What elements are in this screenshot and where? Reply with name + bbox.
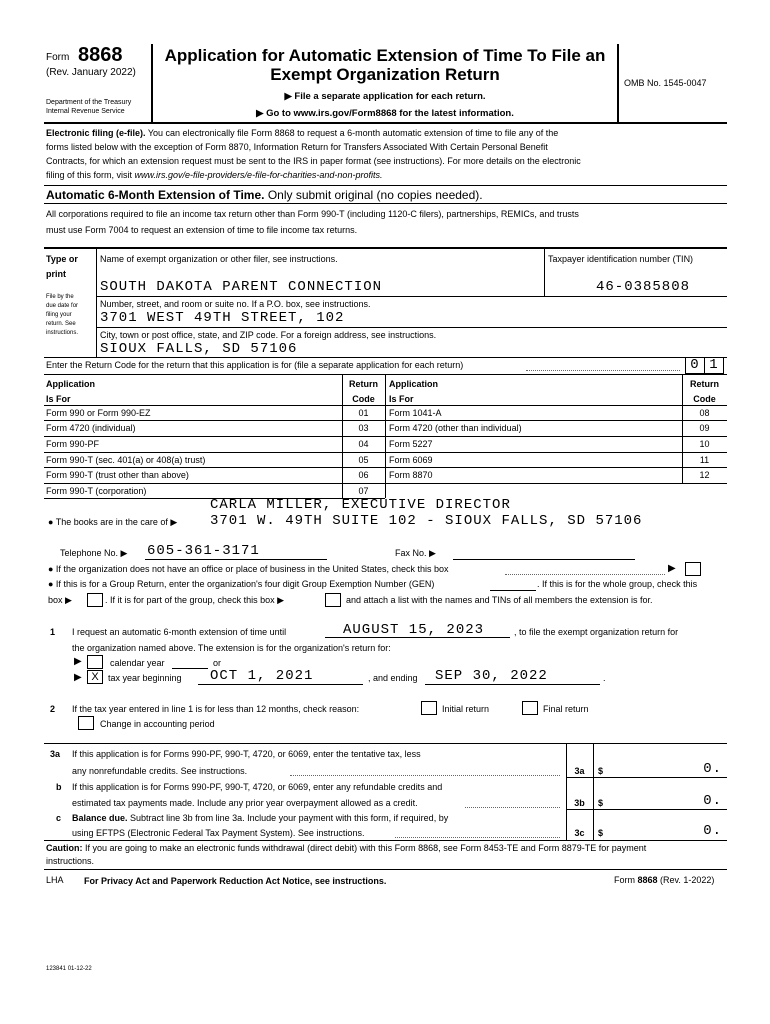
- code-row-form: Form 1041-A: [389, 408, 442, 418]
- type-or-print-1: Type or: [46, 254, 78, 264]
- calendar-year-label: calendar year: [110, 658, 165, 668]
- final-return-checkbox[interactable]: [522, 701, 538, 715]
- col-app-header-1: Application: [46, 379, 95, 389]
- efile-label: Electronic filing (e-file).: [46, 128, 146, 138]
- auto-ext-text1: All corporations required to file an income tax return other than Form 990-T (including 1120-C filers), partnerships, REMICs, and trusts: [46, 209, 579, 219]
- code-row-form: Form 990-PF: [46, 439, 100, 449]
- return-code-label: Enter the Return Code for the return that this application is for (file a separate application for each return): [46, 360, 464, 370]
- code-row-code: 01: [358, 408, 369, 418]
- efile-text2: forms listed below with the exception of Form 8870, Information Return for Transfers Associated With Certain Personal Benefit: [46, 142, 548, 152]
- tax-year-begin-input[interactable]: OCT 1, 2021: [210, 668, 314, 684]
- tax-year-label: tax year beginning: [108, 673, 182, 683]
- file-by-3: filing your: [46, 312, 72, 318]
- line1-number: 1: [50, 627, 56, 637]
- no-office-text: ● If the organization does not have an office or place of business in the United States, check this box: [48, 564, 449, 574]
- auto-ext-heading: Automatic 6-Month Extension of Time.: [46, 188, 265, 202]
- code-row-code: 07: [358, 486, 369, 496]
- group-whole-checkbox[interactable]: [87, 593, 103, 607]
- line2-text: If the tax year entered in line 1 is for less than 12 months, check reason:: [72, 704, 360, 714]
- col-app-header-right-1: Application: [389, 379, 438, 389]
- line3b-number: b: [56, 782, 62, 792]
- street-input[interactable]: 3701 WEST 49TH STREET, 102: [100, 310, 345, 326]
- footer-form-label: Form: [614, 875, 638, 885]
- line3a-amount[interactable]: 0.: [703, 761, 722, 777]
- efile-text1: You can electronically file Form 8868 to request a 6-month automatic extension of time to file any of the: [147, 128, 559, 138]
- care-of-name[interactable]: CARLA MILLER, EXECUTIVE DIRECTOR: [210, 497, 511, 513]
- omb-number: OMB No. 1545-0047: [624, 78, 707, 88]
- org-name-label: Name of exempt organization or other filer, see instructions.: [100, 254, 338, 264]
- arrow-right-icon: ▶: [74, 672, 82, 683]
- auto-ext-heading-rest: Only submit original (no copies needed).: [267, 188, 483, 202]
- city-input[interactable]: SIOUX FALLS, SD 57106: [100, 341, 298, 357]
- auto-ext-text2: must use Form 7004 to request an extension of time to file income tax returns.: [46, 225, 358, 235]
- col-app-header-right-2: Is For: [389, 394, 414, 404]
- return-code-digit2[interactable]: 1: [704, 357, 724, 374]
- ending-label: , and ending: [368, 673, 418, 683]
- line3c-amount[interactable]: 0.: [703, 823, 722, 839]
- code-row-form: Form 990 or Form 990-EZ: [46, 408, 151, 418]
- final-return-label: Final return: [543, 704, 589, 714]
- efile-text4: filing of this form, visit: [46, 170, 135, 180]
- code-row-code: 08: [699, 408, 710, 418]
- efile-link[interactable]: www.irs.gov/e-file-providers/e-file-for-charities-and-non-profits.: [134, 170, 383, 180]
- form-title-line2: Exempt Organization Return: [270, 65, 500, 84]
- tax-year-end-input[interactable]: SEP 30, 2022: [435, 668, 548, 684]
- line3a-number: 3a: [50, 749, 61, 759]
- footer-form-rev: (Rev. 1-2022): [657, 875, 715, 885]
- line3b-text2: estimated tax payments made. Include any prior year overpayment allowed as a credit.: [72, 798, 418, 808]
- file-by-5: instructions.: [46, 330, 79, 336]
- file-by-1: File by the: [46, 294, 74, 300]
- code-row-form: Form 4720 (other than individual): [389, 423, 522, 433]
- privacy-notice: For Privacy Act and Paperwork Reduction Act Notice, see instructions.: [84, 876, 387, 886]
- telephone-input[interactable]: 605-361-3171: [147, 543, 260, 559]
- form-title-line1: Application for Automatic Extension of Time To File an: [164, 46, 606, 65]
- line3c-dollar: $: [598, 828, 604, 838]
- line3c-box-label: 3c: [574, 828, 585, 838]
- calendar-year-checkbox[interactable]: [87, 655, 103, 669]
- tax-year-checkbox[interactable]: X: [87, 670, 103, 684]
- instruction-website: ▶ Go to www.irs.gov/Form8868 for the latest information.: [256, 108, 514, 119]
- file-by-4: return. See: [46, 321, 76, 327]
- arrow-right-icon: ▶: [668, 563, 676, 574]
- form-code: 123841 01-12-22: [46, 966, 92, 972]
- telephone-label: Telephone No. ▶: [60, 548, 128, 558]
- code-row-form: Form 990-T (corporation): [46, 486, 147, 496]
- code-row-code: 12: [699, 470, 710, 480]
- line1-text2: , to file the exempt organization return for: [514, 627, 679, 637]
- dept-line1: Department of the Treasury: [46, 99, 132, 106]
- group-gen-text: ● If this is for a Group Return, enter the organization's four digit Group Exemption Number (GEN): [48, 579, 435, 589]
- group-part-text: . If it is for part of the group, check this box ▶: [105, 595, 285, 605]
- line3b-text1: If this application is for Forms 990-PF, 990-T, 4720, or 6069, enter any refundable credits and: [72, 782, 443, 792]
- city-label: City, town or post office, state, and ZIP code. For a foreign address, see instructions.: [100, 330, 437, 340]
- tin-input[interactable]: 46-0385808: [596, 279, 691, 295]
- line3a-text2: any nonrefundable credits. See instructions.: [72, 766, 248, 776]
- form-label: Form: [46, 52, 70, 63]
- form-number: 8868: [78, 44, 123, 66]
- no-office-checkbox[interactable]: [685, 562, 701, 576]
- line3b-amount[interactable]: 0.: [703, 793, 722, 809]
- line3a-text1: If this application is for Forms 990-PF, 990-T, 4720, or 6069, enter the tentative tax, less: [72, 749, 421, 759]
- line3b-dollar: $: [598, 798, 604, 808]
- accounting-change-checkbox[interactable]: [78, 716, 94, 730]
- col-code-header-right-2: Code: [693, 394, 716, 404]
- org-name-input[interactable]: SOUTH DAKOTA PARENT CONNECTION: [100, 279, 383, 295]
- accounting-change-label: Change in accounting period: [100, 719, 215, 729]
- code-row-form: Form 8870: [389, 470, 433, 480]
- street-label: Number, street, and room or suite no. If a P.O. box, see instructions.: [100, 299, 371, 309]
- line3b-box-label: 3b: [574, 798, 585, 808]
- code-row-form: Form 5227: [389, 439, 433, 449]
- code-row-form: Form 6069: [389, 455, 433, 465]
- line2-number: 2: [50, 704, 56, 714]
- col-code-header-right-1: Return: [690, 379, 719, 389]
- code-row-code: 05: [358, 455, 369, 465]
- group-whole-text: . If this is for the whole group, check this: [537, 579, 698, 589]
- code-row-form: Form 990-T (sec. 401(a) or 408(a) trust): [46, 455, 206, 465]
- group-box-label: box ▶: [48, 595, 72, 605]
- code-row-form: Form 990-T (trust other than above): [46, 470, 189, 480]
- extension-until-input[interactable]: AUGUST 15, 2023: [343, 622, 485, 638]
- or-label: or: [213, 658, 222, 668]
- caution-label: Caution:: [46, 843, 83, 853]
- fax-label: Fax No. ▶: [395, 548, 436, 558]
- code-row-code: 09: [699, 423, 710, 433]
- return-code-digit1[interactable]: 0: [685, 357, 705, 374]
- col-code-header-1: Return: [349, 379, 378, 389]
- col-code-header-2: Code: [352, 394, 375, 404]
- code-row-code: 10: [699, 439, 710, 449]
- arrow-right-icon: ▶: [74, 656, 82, 667]
- line1-period: .: [603, 673, 606, 683]
- revision-date: (Rev. January 2022): [46, 67, 136, 78]
- caution-text1: If you are going to make an electronic funds withdrawal (direct debit) with this Form 8868, see Form 8453-TE and Form 8879-TE for payment: [85, 843, 647, 853]
- line3c-text2: using EFTPS (Electronic Federal Tax Payment System). See instructions.: [72, 828, 365, 838]
- instruction-separate: ▶ File a separate application for each return.: [284, 91, 486, 102]
- line3a-box-label: 3a: [574, 766, 585, 776]
- lha-label: LHA: [46, 875, 64, 885]
- col-app-header-2: Is For: [46, 394, 71, 404]
- tin-label: Taxpayer identification number (TIN): [548, 254, 694, 264]
- line3c-number: c: [56, 813, 62, 823]
- efile-text3: Contracts, for which an extension request must be sent to the IRS in paper format (see instructions). For more details on the electronic: [46, 156, 581, 166]
- code-row-code: 03: [358, 423, 369, 433]
- group-attach-text: and attach a list with the names and TINs of all members the extension is for.: [346, 595, 653, 605]
- group-part-checkbox[interactable]: [325, 593, 341, 607]
- type-or-print-2: print: [46, 269, 66, 279]
- care-of-address[interactable]: 3701 W. 49TH SUITE 102 - SIOUX FALLS, SD 57106: [210, 513, 643, 529]
- care-of-label: ● The books are in the care of ▶: [48, 517, 178, 527]
- line3a-dollar: $: [598, 766, 604, 776]
- code-row-code: 04: [358, 439, 369, 449]
- file-by-2: due date for: [46, 303, 79, 309]
- footer-form-number: 8868: [637, 875, 658, 885]
- initial-return-label: Initial return: [442, 704, 490, 714]
- caution-text2: instructions.: [46, 856, 95, 866]
- code-row-code: 11: [699, 455, 710, 465]
- dept-line2: Internal Revenue Service: [46, 108, 125, 115]
- line3c-label: Balance due.: [72, 813, 128, 823]
- code-row-code: 06: [358, 470, 369, 480]
- line3c-text1: Subtract line 3b from line 3a. Include your payment with this form, if required, by: [130, 813, 449, 823]
- line1-text3: the organization named above. The extension is for the organization's return for:: [72, 643, 391, 653]
- code-row-form: Form 4720 (individual): [46, 423, 136, 433]
- initial-return-checkbox[interactable]: [421, 701, 437, 715]
- line1-text: I request an automatic 6-month extension of time until: [72, 627, 287, 637]
